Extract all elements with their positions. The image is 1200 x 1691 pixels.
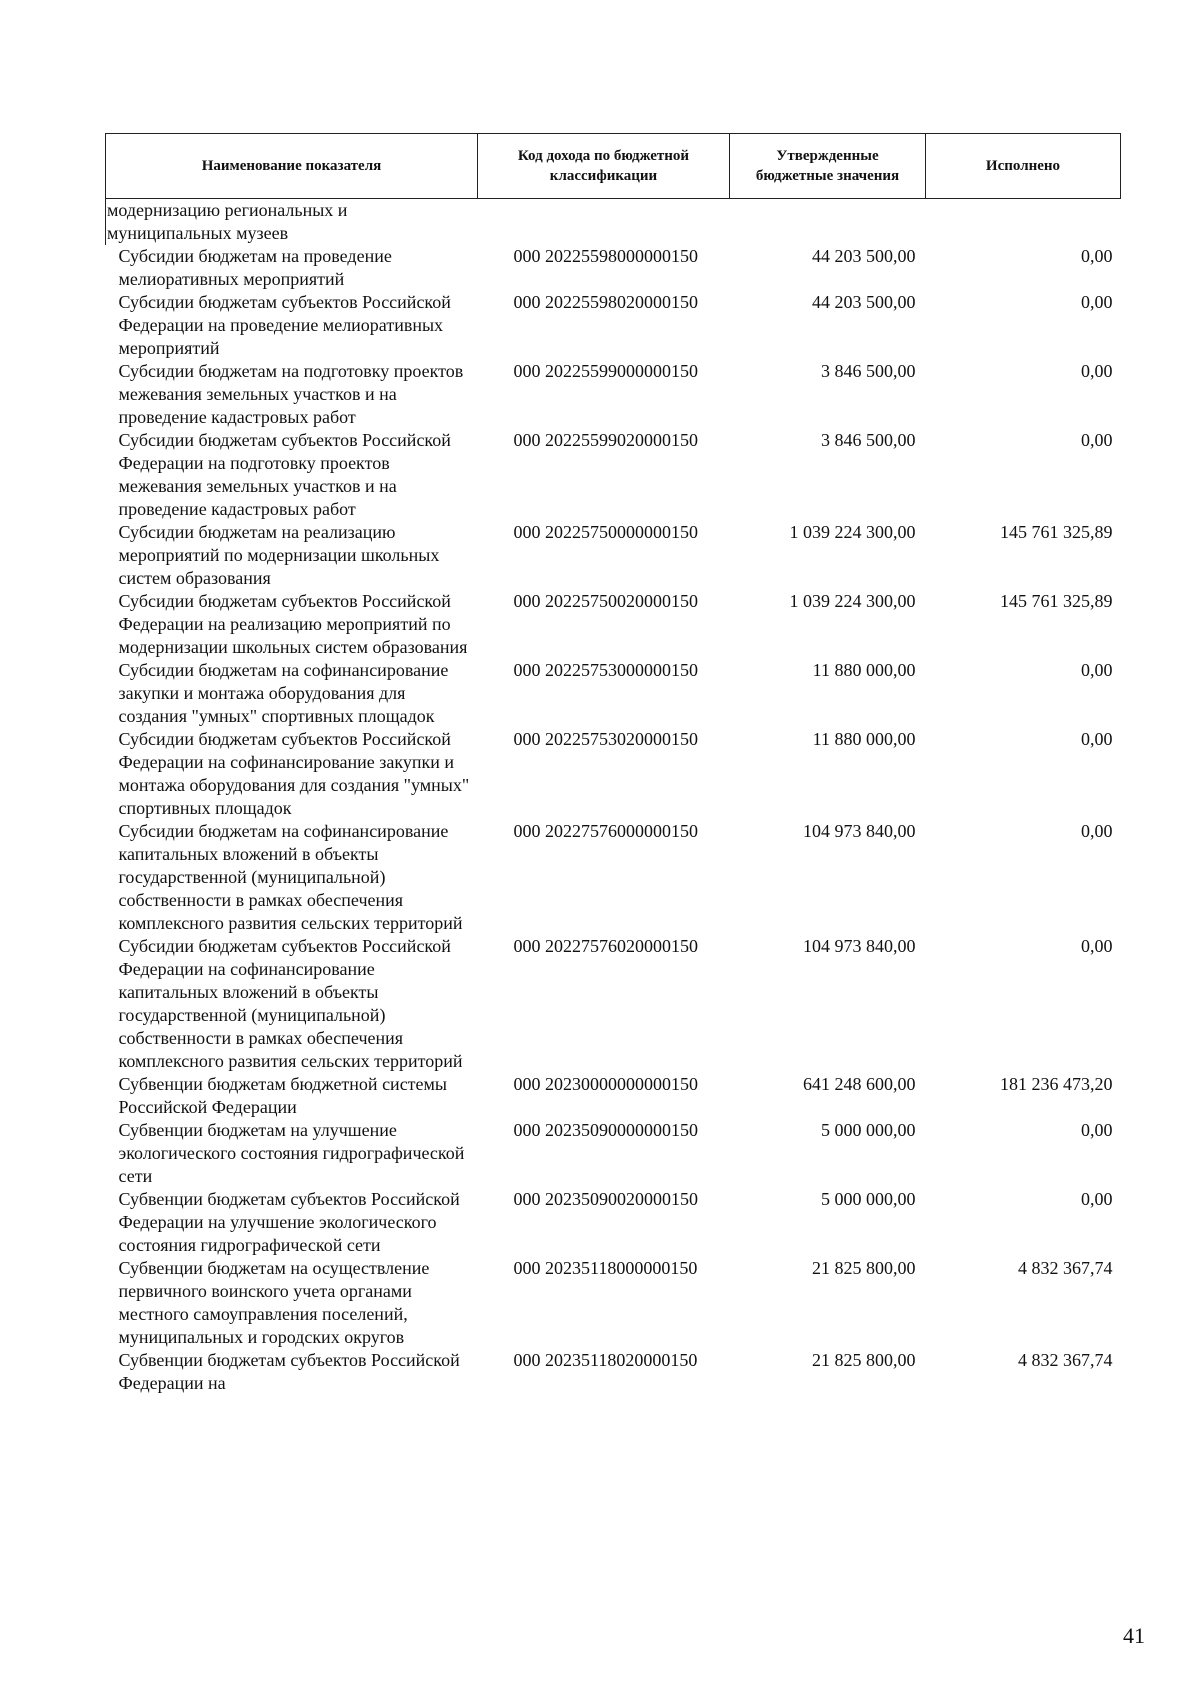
row-code: 000 20225750020000150 <box>513 591 698 611</box>
row-name: Субсидии бюджетам на подготовку проектов межевания земельных участков и на проведение кадастровых работ <box>118 361 464 427</box>
row-code: 000 20225599000000150 <box>513 361 698 381</box>
row-executed: 0,00 <box>1081 1120 1113 1140</box>
budget-sheet <box>105 133 1120 1395</box>
row-name: Субсидии бюджетам на софинансирование капитальных вложений в объекты государственной (муниципальной) собственности в рамках обеспечения комплексного развития сельских территорий <box>118 821 463 933</box>
row-approved: 104 973 840,00 <box>803 936 916 956</box>
header-indicator-name: Наименование показателя <box>106 134 478 199</box>
table-row <box>106 1188 1121 1257</box>
row-code: 000 20227576020000150 <box>513 936 698 956</box>
row-name: Субвенции бюджетам на осуществление первичного воинского учета органами местного самоуправления поселений, муниципальных и городских округов <box>118 1258 430 1347</box>
row-name: Субвенции бюджетам субъектов Российской Федерации на улучшение экологического состояния гидрографической сети <box>118 1189 460 1255</box>
row-name: Субвенции бюджетам бюджетной системы Российской Федерации <box>118 1074 448 1117</box>
row-name: модернизацию региональных и муниципальных музеев <box>106 199 478 246</box>
row-name: Субсидии бюджетам на проведение мелиоративных мероприятий <box>118 246 392 289</box>
budget-table <box>105 133 1121 1395</box>
header-executed: Исполнено <box>926 134 1121 199</box>
table-row <box>106 1073 1121 1119</box>
table-row <box>106 659 1121 728</box>
table-row <box>106 1349 1121 1395</box>
row-executed: 145 761 325,89 <box>1000 591 1113 611</box>
row-code: 000 20225750000000150 <box>513 522 698 542</box>
row-name: Субсидии бюджетам субъектов Российской Федерации на софинансирование закупки и монтажа оборудования для создания "умных" спортивных площадок <box>118 729 470 818</box>
row-approved: 21 825 800,00 <box>812 1350 916 1370</box>
row-approved <box>730 199 926 246</box>
row-executed: 0,00 <box>1081 1189 1113 1209</box>
row-approved: 1 039 224 300,00 <box>789 522 916 542</box>
header-revenue-code: Код дохода по бюджетной классификации <box>478 134 730 199</box>
row-code: 000 20235118020000150 <box>513 1350 698 1370</box>
row-code: 000 20227576000000150 <box>513 821 698 841</box>
table-row <box>106 429 1121 521</box>
row-executed: 0,00 <box>1081 430 1113 450</box>
row-code: 000 20235090020000150 <box>513 1189 698 1209</box>
header-approved-values: Утвержденные бюджетные значения <box>730 134 926 199</box>
row-code: 000 20225599020000150 <box>513 430 698 450</box>
table-row <box>106 291 1121 360</box>
table-row <box>106 1119 1121 1188</box>
table-row <box>106 935 1121 1073</box>
row-name: Субсидии бюджетам на реализацию мероприятий по модернизации школьных систем образования <box>118 522 440 588</box>
table-header-row <box>106 134 1121 199</box>
row-name: Субвенции бюджетам на улучшение экологического состояния гидрографической сети <box>118 1120 465 1186</box>
row-executed: 4 832 367,74 <box>1018 1258 1113 1278</box>
row-executed: 0,00 <box>1081 660 1113 680</box>
row-code: 000 20230000000000150 <box>513 1074 698 1094</box>
row-code: 000 20225753000000150 <box>513 660 698 680</box>
row-approved: 44 203 500,00 <box>812 292 916 312</box>
table-row <box>106 245 1121 291</box>
row-code: 000 20235118000000150 <box>513 1258 698 1278</box>
row-executed: 0,00 <box>1081 292 1113 312</box>
table-row <box>106 728 1121 820</box>
table-row <box>106 820 1121 935</box>
row-executed: 181 236 473,20 <box>1000 1074 1113 1094</box>
page-number: 41 <box>1123 1623 1145 1648</box>
table-row <box>106 521 1121 590</box>
row-name: Субсидии бюджетам на софинансирование закупки и монтажа оборудования для создания "умных" спортивных площадок <box>118 660 449 726</box>
table-row <box>106 199 1121 246</box>
table-row <box>106 1257 1121 1349</box>
row-executed: 0,00 <box>1081 729 1113 749</box>
row-executed: 0,00 <box>1081 821 1113 841</box>
row-name: Субвенции бюджетам субъектов Российской Федерации на <box>118 1350 460 1393</box>
row-executed <box>926 199 1121 246</box>
row-approved: 5 000 000,00 <box>821 1189 916 1209</box>
row-approved: 104 973 840,00 <box>803 821 916 841</box>
row-executed: 0,00 <box>1081 246 1113 266</box>
row-code: 000 20225753020000150 <box>513 729 698 749</box>
row-executed: 145 761 325,89 <box>1000 522 1113 542</box>
row-code: 000 20235090000000150 <box>513 1120 698 1140</box>
row-name: Субсидии бюджетам субъектов Российской Федерации на подготовку проектов межевания земельных участков и на проведение кадастровых работ <box>118 430 451 519</box>
row-approved: 11 880 000,00 <box>812 729 916 749</box>
row-executed: 0,00 <box>1081 936 1113 956</box>
row-code: 000 20225598020000150 <box>513 292 698 312</box>
row-executed: 0,00 <box>1081 361 1113 381</box>
row-executed: 4 832 367,74 <box>1018 1350 1113 1370</box>
row-approved: 3 846 500,00 <box>821 430 916 450</box>
row-approved: 5 000 000,00 <box>821 1120 916 1140</box>
table-row <box>106 360 1121 429</box>
row-name: Субсидии бюджетам субъектов Российской Федерации на софинансирование капитальных вложений в объекты государственной (муниципальной) собственности в рамках обеспечения комплексного развития сельских территорий <box>118 936 463 1071</box>
row-name: Субсидии бюджетам субъектов Российской Федерации на проведение мелиоративных мероприятий <box>118 292 451 358</box>
row-approved: 3 846 500,00 <box>821 361 916 381</box>
row-code: 000 20225598000000150 <box>513 246 698 266</box>
row-name: Субсидии бюджетам субъектов Российской Федерации на реализацию мероприятий по модернизации школьных систем образования <box>118 591 468 657</box>
row-approved: 641 248 600,00 <box>803 1074 916 1094</box>
table-row <box>106 590 1121 659</box>
row-code <box>478 199 730 246</box>
row-approved: 1 039 224 300,00 <box>789 591 916 611</box>
row-approved: 21 825 800,00 <box>812 1258 916 1278</box>
row-approved: 44 203 500,00 <box>812 246 916 266</box>
row-approved: 11 880 000,00 <box>812 660 916 680</box>
